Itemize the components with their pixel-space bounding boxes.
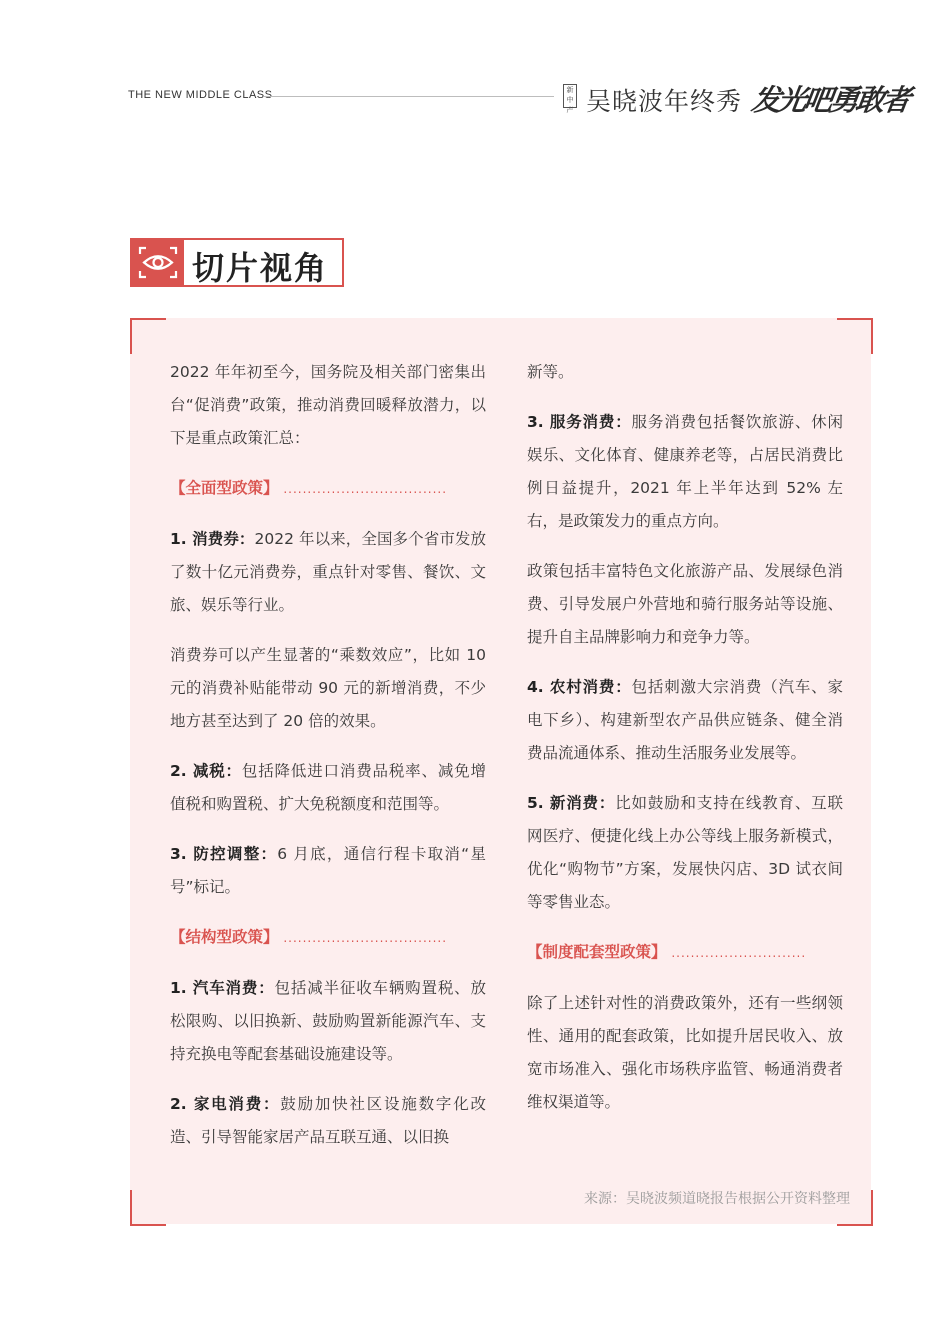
continued-text: 新等。 xyxy=(527,363,574,381)
policy-item xyxy=(170,755,486,821)
policy-item xyxy=(527,671,843,770)
right-column xyxy=(527,356,843,1136)
policy-item-text: 鼓励加快社区设施数字化改造、引导智能家居产品互联互通、以旧换 xyxy=(170,1095,486,1146)
section-icon-box xyxy=(132,240,184,285)
category-heading-comprehensive xyxy=(170,472,486,506)
policy-item-title: 2. 减税： xyxy=(170,762,242,780)
dotted-leader: ............................ xyxy=(666,946,807,960)
dotted-leader: .................................. xyxy=(278,482,448,496)
policy-item-title: 3. 防控调整： xyxy=(170,845,278,863)
corner-bracket-bottom-left xyxy=(130,1190,166,1226)
policy-paragraph: 除了上述针对性的消费政策外，还有一些纲领性、通用的配套政策，比如提升居民收入、放宽市场准入、强化市场秩序监管、畅通消费者维权渠道等。 xyxy=(527,994,843,1111)
left-column xyxy=(170,356,486,1171)
policy-item-title: 2. 家电消费： xyxy=(170,1095,281,1113)
header-tagline: THE NEW MIDDLE CLASS xyxy=(128,89,273,101)
intro-paragraph: 2022 年年初至今，国务院及相关部门密集出台“促消费”政策，推动消费回暖释放潜力，以下是重点政策汇总： xyxy=(170,363,486,447)
category-heading-institutional xyxy=(527,936,843,970)
header-brush-logo: 发光吧勇敢者 xyxy=(749,83,911,117)
category-label: 【全面型政策】 xyxy=(170,479,279,497)
policy-item xyxy=(527,406,843,538)
category-label: 【结构型政策】 xyxy=(170,928,279,946)
policy-item-text: 包括减半征收车辆购置税、放松限购、以旧换新、鼓励购置新能源汽车、支持充换电等配套基础设施建设等。 xyxy=(170,979,486,1063)
policy-item-text: 2022 年以来，全国多个省市发放了数十亿元消费券，重点针对零售、餐饮、文旅、娱乐等行业。 xyxy=(170,530,486,614)
category-label: 【制度配套型政策】 xyxy=(527,943,667,961)
source-note: 来源：吴晓波频道晓报告根据公开资料整理 xyxy=(584,1191,850,1207)
policy-item xyxy=(527,787,843,919)
policy-item xyxy=(170,838,486,904)
policy-item-title: 4. 农村消费： xyxy=(527,678,632,696)
policy-item-text: 包括刺激大宗消费（汽车、家电下乡）、构建新型农产品供应链条、健全消费品流通体系、推动生活服务业发展等。 xyxy=(527,678,843,762)
policy-item-title: 5. 新消费： xyxy=(527,794,616,812)
policy-item xyxy=(170,523,486,622)
header-badge: 新中产 xyxy=(563,84,577,108)
policy-paragraph: 消费券可以产生显著的“乘数效应”，比如 10 元的消费补贴能带动 90 元的新增消费，不少地方甚至达到了 20 倍的效果。 xyxy=(170,646,486,730)
policy-item xyxy=(170,972,486,1071)
section-title: 切片视角 xyxy=(192,249,329,287)
section-heading xyxy=(130,238,344,287)
header-divider xyxy=(264,96,554,97)
policy-paragraph: 政策包括丰富特色文化旅游产品、发展绿色消费、引导发展户外营地和骑行服务站等设施、提升自主品牌影响力和竞争力等。 xyxy=(527,562,843,646)
policy-item-title: 3. 服务消费： xyxy=(527,413,632,431)
policy-item-title: 1. 汽车消费： xyxy=(170,979,275,997)
eye-icon xyxy=(132,240,184,285)
category-heading-structural xyxy=(170,921,486,955)
dotted-leader: .................................. xyxy=(278,931,448,945)
corner-bracket-top-right xyxy=(837,318,873,354)
policy-item xyxy=(170,1088,486,1154)
policy-item-text: 6 月底，通信行程卡取消“星号”标记。 xyxy=(170,845,486,896)
corner-bracket-top-left xyxy=(130,318,166,354)
header-title: 吴晓波年终秀 xyxy=(586,87,743,116)
policy-item-text: 服务消费包括餐饮旅游、休闲娱乐、文化体育、健康养老等，占居民消费比例日益提升，2021 年上半年达到 52% 左右，是政策发力的重点方向。 xyxy=(527,413,843,530)
policy-item-title: 1. 消费券： xyxy=(170,530,255,548)
policy-item-text: 包括降低进口消费品税率、减免增值税和购置税、扩大免税额度和范围等。 xyxy=(170,762,486,813)
policy-item-text: 比如鼓励和支持在线教育、互联网医疗、便捷化线上办公等线上服务新模式，优化“购物节”方案，发展快闪店、3D 试衣间等零售业态。 xyxy=(527,794,843,911)
